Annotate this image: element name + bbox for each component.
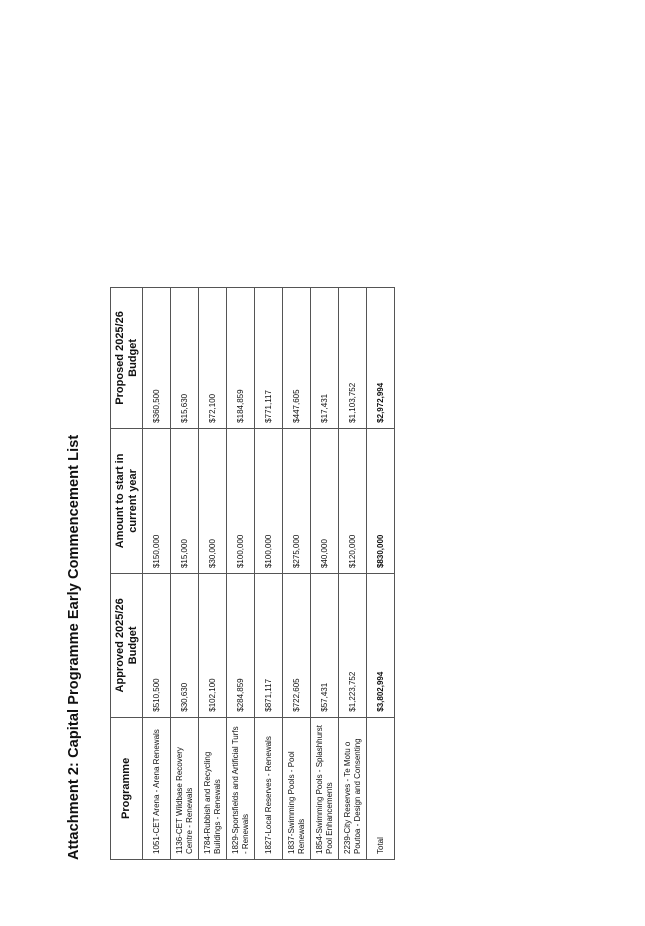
total-label: Total	[367, 717, 395, 859]
header-approved-budget: Approved 2025/26 Budget	[111, 574, 143, 718]
cell-programme: 1827-Local Reserves - Renewals	[255, 717, 283, 859]
table-row	[283, 288, 311, 860]
table-row	[171, 288, 199, 860]
cell-programme: 2239-City Reserves - Te Motu o Poutoa - Design and Consenting	[339, 717, 367, 859]
cell-amount: $100,000	[255, 428, 283, 573]
cell-programme: 1829-Sportsfields and Artificial Turfs - Renewals	[227, 717, 255, 859]
table-header-row	[111, 288, 143, 860]
cell-approved: $871,117	[255, 574, 283, 718]
cell-programme: 1784-Rubbish and Recycling Buildings - Renewals	[199, 717, 227, 859]
cell-proposed: $771,117	[255, 288, 283, 429]
cell-amount: $30,000	[199, 428, 227, 573]
header-programme: Programme	[111, 717, 143, 859]
cell-proposed: $447,605	[283, 288, 311, 429]
table-row	[311, 288, 339, 860]
capital-programme-table	[110, 287, 395, 860]
cell-proposed: $17,431	[311, 288, 339, 429]
total-approved: $3,802,994	[367, 574, 395, 718]
cell-amount: $275,000	[283, 428, 311, 573]
cell-programme: 1051-CET Arena - Arena Renewals	[143, 717, 171, 859]
cell-programme: 1854-Swimming Pools - Splashhurst Pool Enhancements	[311, 717, 339, 859]
cell-amount: $100,000	[227, 428, 255, 573]
cell-proposed: $1,103,752	[339, 288, 367, 429]
cell-proposed: $184,859	[227, 288, 255, 429]
cell-proposed: $15,630	[171, 288, 199, 429]
cell-approved: $510,500	[143, 574, 171, 718]
header-proposed-budget: Proposed 2025/26 Budget	[111, 288, 143, 429]
total-proposed: $2,972,994	[367, 288, 395, 429]
cell-amount: $40,000	[311, 428, 339, 573]
cell-amount: $120,000	[339, 428, 367, 573]
table-row	[143, 288, 171, 860]
cell-approved: $102,100	[199, 574, 227, 718]
cell-proposed: $72,100	[199, 288, 227, 429]
total-row	[367, 288, 395, 860]
table-row	[255, 288, 283, 860]
cell-approved: $30,630	[171, 574, 199, 718]
cell-programme: 1136-CET Wildbase Recovery Centre - Renewals	[171, 717, 199, 859]
cell-programme: 1837-Swimming Pools - Pool Renewals	[283, 717, 311, 859]
cell-approved: $722,605	[283, 574, 311, 718]
total-amount: $830,000	[367, 428, 395, 573]
rotated-content	[66, 60, 406, 860]
page-title: Attachment 2: Capital Programme Early Commencement List	[66, 434, 82, 860]
table-row	[227, 288, 255, 860]
cell-approved: $1,223,752	[339, 574, 367, 718]
table-row	[339, 288, 367, 860]
header-amount-current-year: Amount to start in current year	[111, 428, 143, 573]
cell-amount: $15,000	[171, 428, 199, 573]
table-row	[199, 288, 227, 860]
cell-amount: $150,000	[143, 428, 171, 573]
cell-proposed: $360,500	[143, 288, 171, 429]
cell-approved: $57,431	[311, 574, 339, 718]
cell-approved: $284,859	[227, 574, 255, 718]
